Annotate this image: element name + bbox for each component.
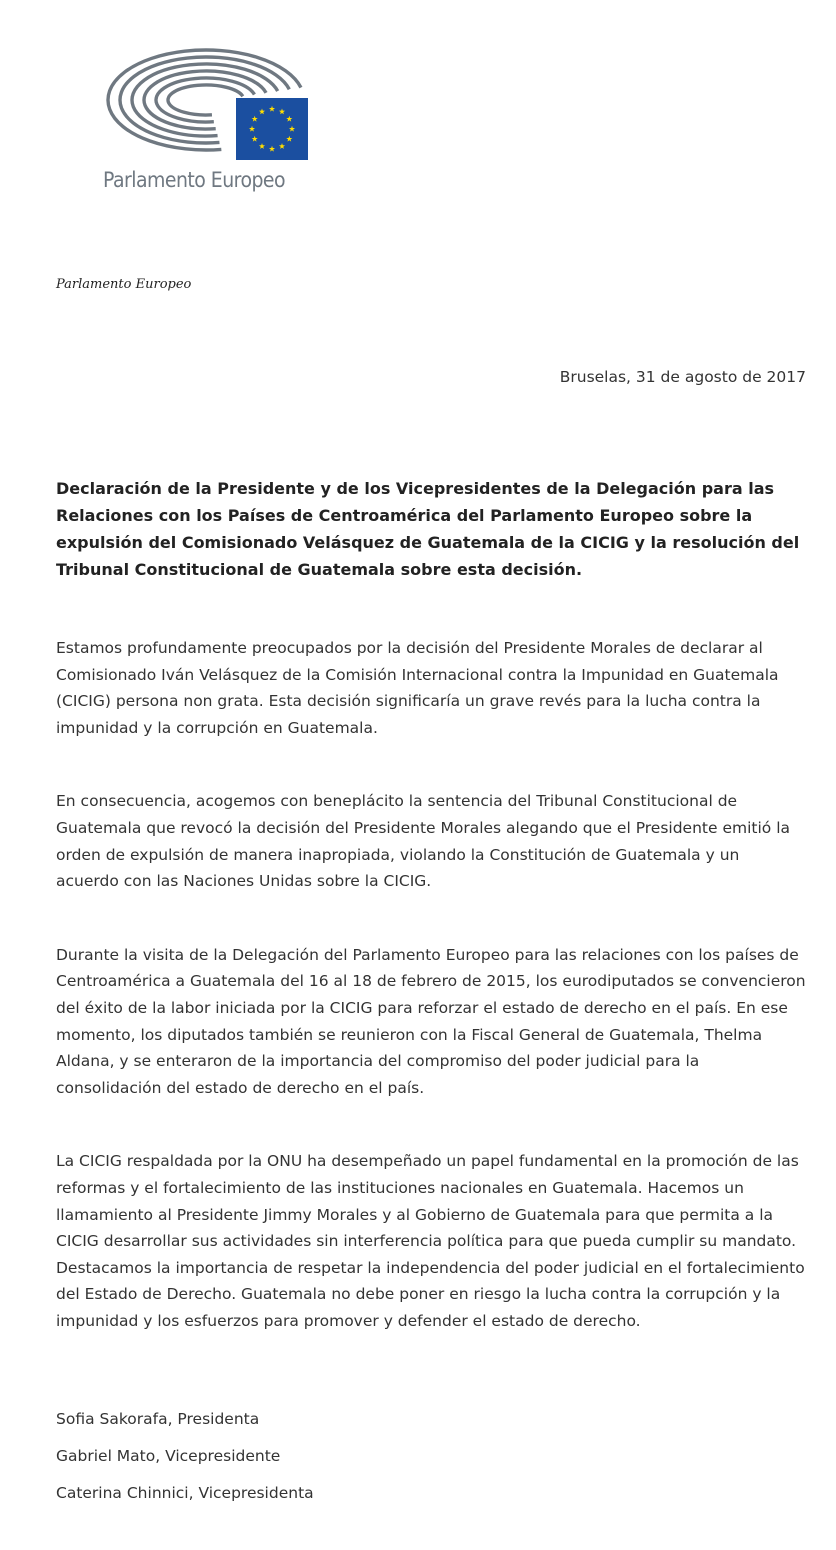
signatory: Sofia Sakorafa, Presidenta — [56, 1410, 260, 1428]
statement-paragraph: En consecuencia, acogemos con beneplácito la sentencia del Tribunal Constitucional de Guatemala que revocó la decisión del Presidente Morales alegando que el Presidente emitió la orden de expulsión de manera inapropiada, violando la Constitución de Guatemala y un acuerdo con las Naciones Unidas sobre la CICIG. — [56, 792, 791, 891]
signatories — [56, 1406, 314, 1517]
signatory: Caterina Chinnici, Vicepresidenta — [56, 1484, 314, 1502]
hemicycle-icon — [100, 44, 312, 166]
statement-body — [56, 475, 806, 1381]
statement-paragraph: Estamos profundamente preocupados por la decisión del Presidente Morales de declarar al Comisionado Iván Velásquez de la Comisión Internacional contra la Impunidad en Guatemala (CICIG) persona non grata. Esta decisión significaría un grave revés para la lucha contra la impunidad y la corrupción en Guatemala. — [56, 639, 779, 737]
hemicycle-arc — [168, 85, 243, 115]
signatory: Gabriel Mato, Vicepresidente — [56, 1447, 281, 1465]
statement-title: Declaración de la Presidente y de los Vicepresidentes de la Delegación para las Relaciones con los Países de Centroamérica del Parlamento Europeo sobre la expulsión del Comisionado Velásquez de Guatemala de la CICIG y la resolución del Tribunal Constitucional de Guatemala sobre esta decisión. — [56, 479, 800, 579]
statement-paragraph: La CICIG respaldada por la ONU ha desempeñado un papel fundamental en la promoción de las reformas y el fortalecimiento de las instituciones nacionales en Guatemala. Hacemos un llamamiento al Presidente Jimmy Morales y al Gobierno de Guatemala para que permita a la CICIG desarrollar sus actividades sin interferencia política para que pueda cumplir su mandato. Destacamos la importancia de respetar la independencia del poder judicial en el fortalecimiento del Estado de Derecho. Guatemala no debe poner en riesgo la lucha contra la corrupción y la impunidad y los esfuerzos para promover y defender el estado de derecho. — [56, 1152, 805, 1330]
statement-paragraph: Durante la visita de la Delegación del Parlamento Europeo para las relaciones con los países de Centroamérica a Guatemala del 16 al 18 de febrero de 2015, los eurodiputados se convencieron del éxito de la labor iniciada por la CICIG para reforzar el estado de derecho en el país. En ese momento, los diputados también se reunieron con la Fiscal General de Guatemala, Thelma Aldana, y se enteraron de la importancia del compromiso del poder judicial para la consolidación del estado de derecho en el país. — [56, 945, 806, 1097]
logo-text: Parlamento Europeo — [103, 168, 286, 192]
date-line: Bruselas, 31 de agosto de 2017 — [559, 368, 806, 386]
european-parliament-logo — [100, 44, 312, 204]
organization-name: Parlamento Europeo — [56, 277, 192, 292]
